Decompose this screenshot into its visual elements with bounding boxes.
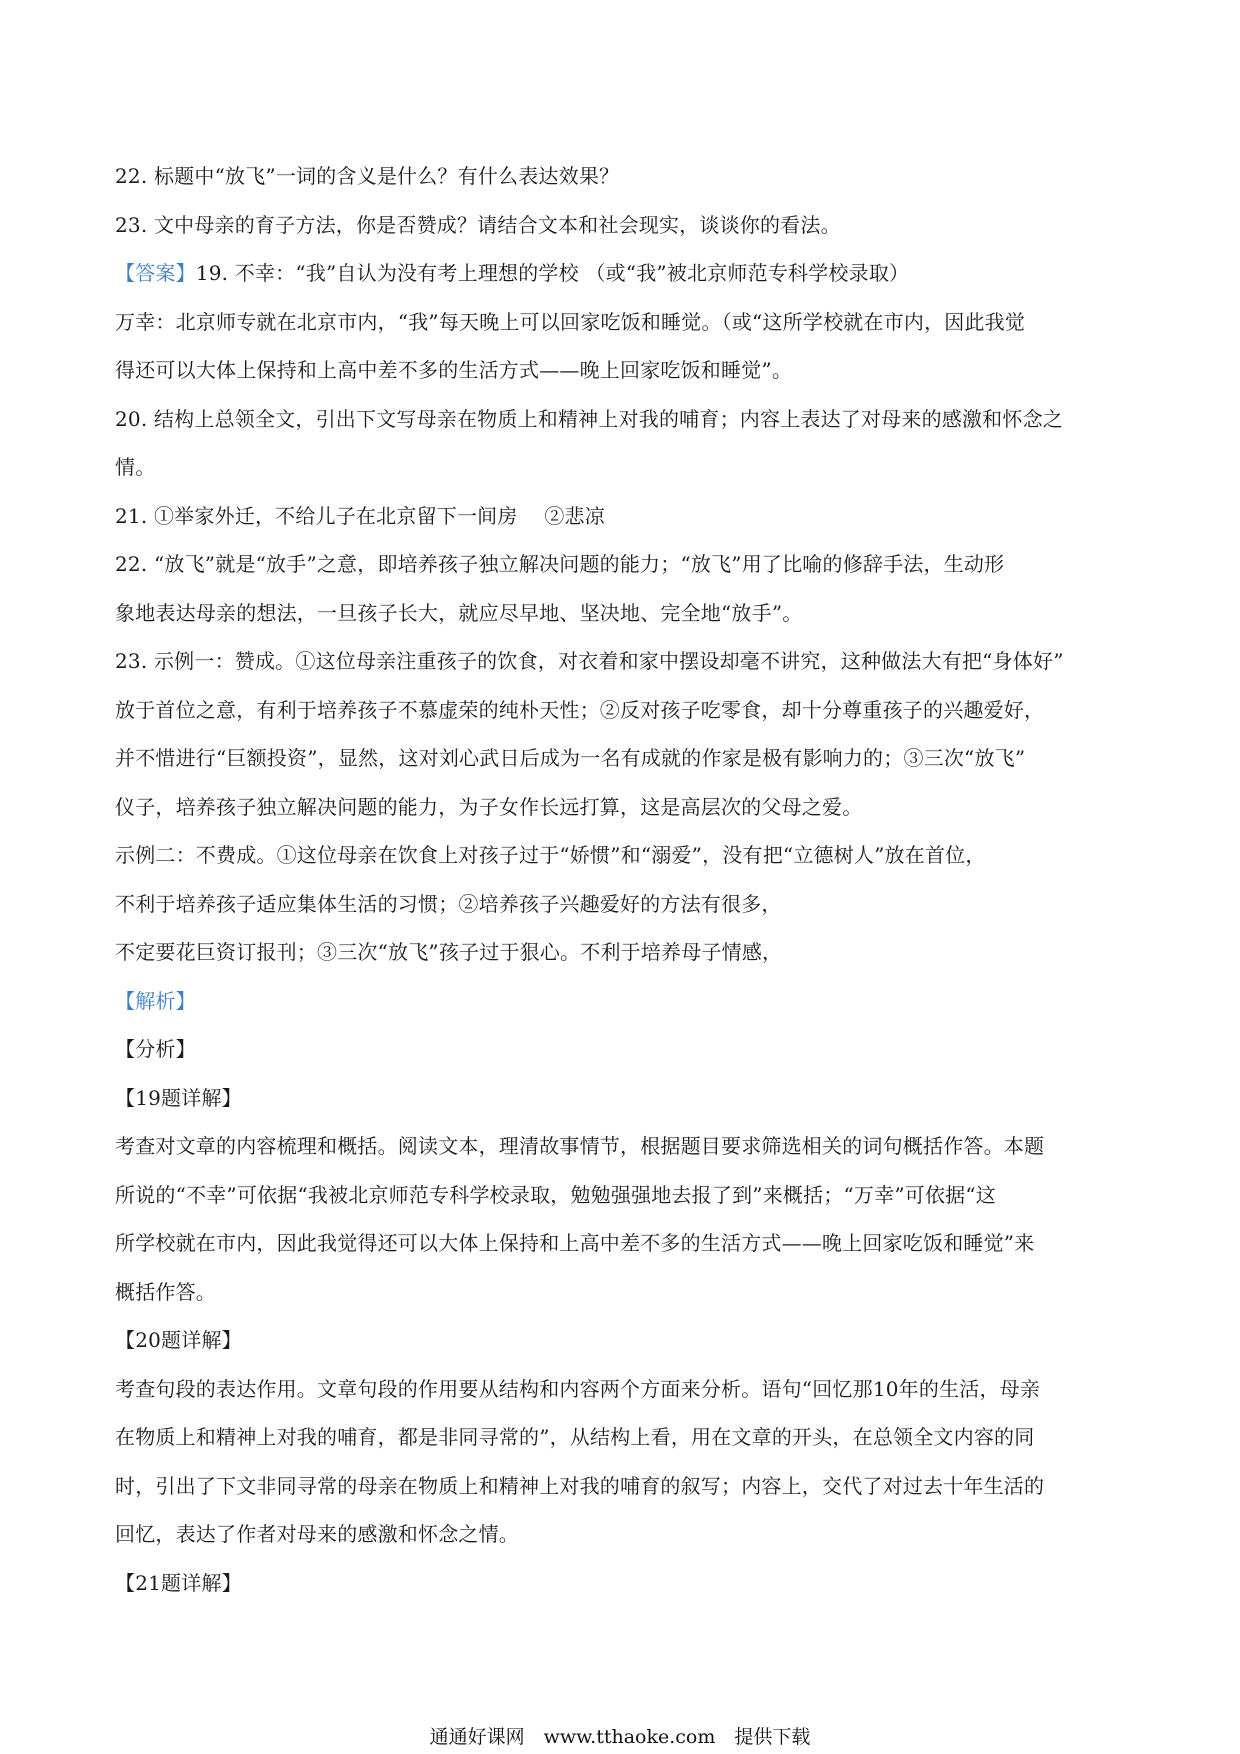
text-line [115, 686, 1135, 735]
text-line [115, 1122, 1135, 1171]
line-text: 19. 不幸：“我”自认为没有考上理想的学校 （或“我”被北京师范专科学校录取） [195, 261, 910, 285]
analysis-tag: 【解析】 [115, 988, 196, 1013]
line-text: 回忆，表达了作者对母来的感激和怀念之情。 [115, 1522, 519, 1546]
line-text: 万幸：北京师专就在北京市内，“我”每天晚上可以回家吃饭和睡觉。（或“这所学校就在市内，因此我觉 [115, 309, 1026, 334]
line-text: 考查句段的表达作用。文章句段的作用要从结构和内容两个方面来分析。语句“回忆那10年的生活，母亲 [115, 1376, 1041, 1401]
line-text: 并不惜进行“巨额投资”，显然，这对刘心武日后成为一名有成就的作家是极有影响力的；③三次“放飞” [115, 746, 1026, 770]
text-line [115, 1559, 1135, 1608]
text-line [115, 1171, 1135, 1220]
line-text: 考查对文章的内容梳理和概括。阅读文本，理清故事情节，根据题目要求筛选相关的词句概括作答。本题 [115, 1134, 1045, 1158]
text-line [115, 540, 1135, 589]
page-footer: 通通好课网 www.tthaoke.com 提供下载 [429, 1726, 811, 1748]
text-line [115, 1074, 1135, 1123]
text-line [115, 928, 1135, 977]
text-line [115, 1025, 1135, 1074]
line-text: 23. 示例一：赞成。①这位母亲注重孩子的饮食，对衣着和家中摆设却毫不讲究，这种做法大有把“身体好” [115, 649, 1064, 673]
line-text: 概括作答。 [115, 1279, 216, 1304]
text-line [115, 1365, 1135, 1414]
text-line [115, 783, 1135, 832]
answer-line [115, 249, 1135, 298]
line-text: 所说的“不幸”可依据“我被北京师范专科学校录取，勉勉强强地去报了到”来概括；“万幸”可依据“这 [115, 1182, 996, 1207]
analysis-line [115, 977, 1135, 1026]
text-line [115, 1413, 1135, 1462]
line-text: 时，引出了下文非同寻常的母亲在物质上和精神上对我的哺育的叙写；内容上，交代了对过去十年生活的 [115, 1473, 1045, 1498]
text-line [115, 1219, 1135, 1268]
line-text: 【21题详解】 [115, 1570, 242, 1595]
text-line [115, 880, 1135, 929]
text-line [115, 589, 1135, 638]
line-text: 23. 文中母亲的育子方法，你是否赞成？请结合文本和社会现实，谈谈你的看法。 [115, 212, 841, 237]
line-text: 得还可以大体上保持和上高中差不多的生活方式——晚上回家吃饭和睡觉”。 [115, 358, 793, 382]
line-text: 【20题详解】 [115, 1328, 242, 1352]
text-line [115, 637, 1135, 686]
line-text: 21. ①举家外迁，不给儿子在北京留下一间房 ②悲凉 [115, 503, 605, 528]
line-text: 【分析】 [115, 1037, 196, 1061]
text-line [115, 1462, 1135, 1511]
text-line [115, 734, 1135, 783]
text-line [115, 152, 1135, 201]
text-line [115, 201, 1135, 250]
line-text: 在物质上和精神上对我的哺育，都是非同寻常的”，从结构上看，用在文章的开头，在总领全文内容的同 [115, 1425, 1035, 1449]
text-line [115, 1316, 1135, 1365]
line-text: 不定要花巨资订报刊；③三次“放飞”孩子过于狠心。不利于培养母子情感， [115, 940, 783, 964]
line-text: 放于首位之意，有利于培养孩子不慕虚荣的纯朴天性；②反对孩子吃零食，却十分尊重孩子的兴趣爱好， [115, 697, 1045, 722]
line-text: 20. 结构上总领全文，引出下文写母亲在物质上和精神上对我的哺育；内容上表达了对母来的感激和怀念之 [115, 406, 1063, 431]
text-line [115, 298, 1135, 347]
line-text: 【19题详解】 [115, 1085, 242, 1110]
line-text: 22. 标题中“放飞”一词的含义是什么？有什么表达效果？ [115, 164, 620, 188]
line-text: 示例二：不费成。①这位母亲在饮食上对孩子过于“娇惯”和“溺爱”，没有把“立德树人”放在首位， [115, 843, 986, 867]
line-text: 22. “放飞”就是“放手”之意，即培养孩子独立解决问题的能力；“放飞”用了比喻的修辞手法，生动形 [115, 552, 1005, 576]
line-text: 仪子，培养孩子独立解决问题的能力，为子女作长远打算，这是高层次的父母之爱。 [115, 794, 863, 819]
answer-tag: 【答案】 [115, 261, 196, 285]
text-line [115, 346, 1135, 395]
text-line [115, 492, 1135, 541]
line-text: 象地表达母亲的想法，一旦孩子长大，就应尽早地、坚决地、完全地“放手”。 [115, 600, 803, 625]
line-text: 所学校就在市内，因此我觉得还可以大体上保持和上高中差不多的生活方式——晚上回家吃饭和睡觉”来 [115, 1231, 1035, 1255]
text-line [115, 443, 1135, 492]
document-body [115, 152, 1135, 1607]
text-line [115, 1510, 1135, 1559]
line-text: 情。 [115, 455, 156, 479]
text-line [115, 1268, 1135, 1317]
text-line [115, 395, 1135, 444]
line-text: 不利于培养孩子适应集体生活的习惯；②培养孩子兴趣爱好的方法有很多， [115, 891, 782, 916]
text-line [115, 831, 1135, 880]
